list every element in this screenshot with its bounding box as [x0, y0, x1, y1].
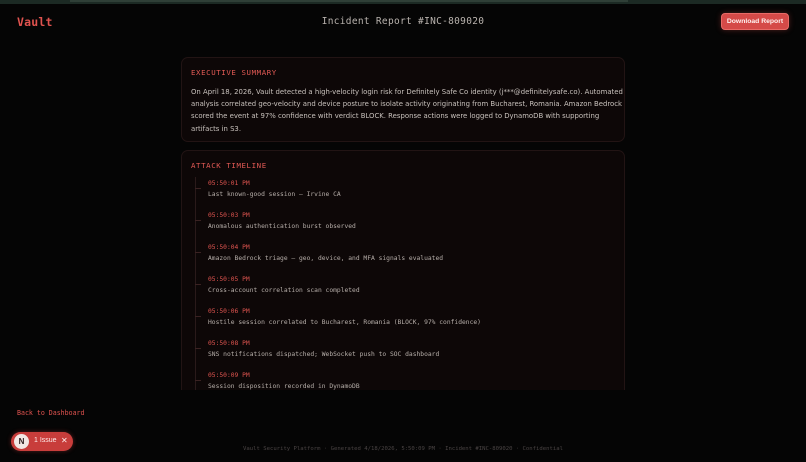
issues-count-label: 1 Issue [34, 437, 57, 444]
timeline-event-text: Last known-good session — Irvine CA [208, 191, 341, 198]
timeline-marker [195, 220, 201, 221]
timeline-marker [195, 188, 201, 189]
timeline-event-time: 05:50:09 PM [208, 372, 250, 379]
timeline-event [208, 275, 608, 297]
download-report-button[interactable]: Download Report [721, 13, 789, 30]
timeline-marker [195, 284, 201, 285]
timeline-event-time: 05:50:06 PM [208, 308, 250, 315]
timeline-marker [195, 316, 201, 317]
timeline-event-text: Anomalous authentication burst observed [208, 223, 356, 230]
executive-summary-heading: EXECUTIVE SUMMARY [191, 68, 277, 77]
timeline-marker [195, 348, 201, 349]
timeline-event-text: SNS notifications dispatched; WebSocket push to SOC dashboard [208, 351, 440, 358]
executive-summary-card [181, 57, 625, 142]
timeline-event [208, 179, 608, 201]
page-footer: Vault Security Platform · Generated 4/18/2026, 5:50:09 PM · Incident #INC-809020 · Confidential [243, 446, 563, 452]
timeline-event [208, 243, 608, 265]
timeline-marker [195, 252, 201, 253]
top-progress-bar [0, 0, 806, 4]
back-to-dashboard-link[interactable]: Back to Dashboard [17, 409, 85, 417]
timeline-event-time: 05:50:03 PM [208, 212, 250, 219]
timeline-event-text: Cross-account correlation scan completed [208, 287, 360, 294]
timeline-event-text: Hostile session correlated to Bucharest, Romania (BLOCK, 97% confidence) [208, 319, 481, 326]
timeline-event-text: Session disposition recorded in DynamoDB [208, 383, 360, 390]
issues-avatar-icon: N [14, 434, 29, 449]
timeline-event [208, 339, 608, 361]
brand-logo[interactable]: Vault [17, 15, 53, 29]
page-title: Incident Report #INC-809020 [321, 16, 485, 27]
timeline-event-time: 05:50:04 PM [208, 244, 250, 251]
timeline-event-text: Amazon Bedrock triage — geo, device, and MFA signals evaluated [208, 255, 444, 262]
attack-timeline-heading: ATTACK TIMELINE [191, 161, 267, 170]
timeline-event [208, 371, 608, 390]
timeline-event-time: 05:50:08 PM [208, 340, 250, 347]
close-icon[interactable]: ✕ [61, 436, 68, 445]
top-progress-fill [70, 0, 628, 2]
executive-summary-text: On April 18, 2026, Vault detected a high-velocity login risk for Definitely Safe Co identity (j***@definitelysafe.co). Automated analysis correlated geo-velocity and device posture to isolate activity originating from Bucharest, Romania. Amazon Bedrock scored the event at 97% confidence with verdict BLOCK. Response actions were logged to DynamoDB with supporting artifacts in S3. [191, 88, 623, 133]
timeline-marker [195, 380, 201, 381]
timeline-event-time: 05:50:01 PM [208, 180, 250, 187]
timeline-event [208, 211, 608, 233]
timeline-event [208, 307, 608, 329]
attack-timeline-card[interactable] [181, 150, 625, 390]
timeline-event-time: 05:50:05 PM [208, 276, 250, 283]
